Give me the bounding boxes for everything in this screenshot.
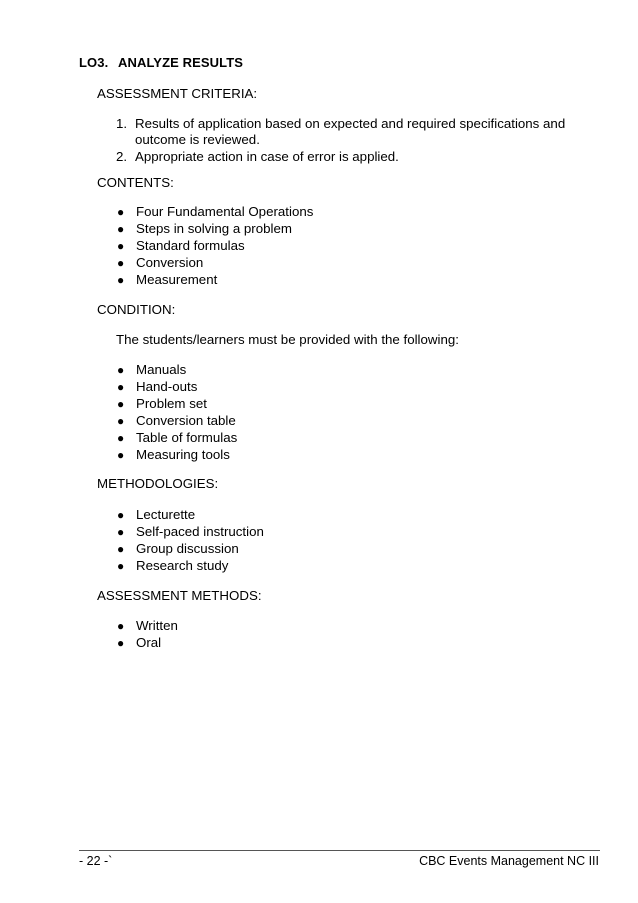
list-item-text: Steps in solving a problem bbox=[136, 221, 292, 236]
list-item-text: Oral bbox=[136, 635, 162, 650]
list-number: 1. bbox=[116, 116, 128, 131]
list-item bbox=[116, 396, 237, 413]
condition-list bbox=[116, 362, 237, 464]
list-item bbox=[116, 618, 178, 635]
contents-heading: CONTENTS: bbox=[97, 175, 174, 190]
list-item bbox=[116, 541, 264, 558]
condition-heading: CONDITION: bbox=[97, 302, 176, 317]
list-item-text: Measurement bbox=[136, 272, 218, 287]
list-item-text: Standard formulas bbox=[136, 238, 245, 253]
assessment-criteria-heading: ASSESSMENT CRITERIA: bbox=[97, 86, 258, 101]
assessment-criteria-list bbox=[116, 116, 576, 166]
list-item-text: Lecturette bbox=[136, 507, 196, 522]
list-item bbox=[116, 413, 237, 430]
bullet-icon: ● bbox=[117, 397, 125, 411]
bullet-icon: ● bbox=[117, 222, 125, 236]
bullet-icon: ● bbox=[117, 431, 125, 445]
section-title bbox=[79, 55, 243, 70]
bullet-icon: ● bbox=[117, 239, 125, 253]
list-item bbox=[116, 524, 264, 541]
list-item bbox=[116, 635, 178, 652]
list-item bbox=[116, 238, 313, 255]
lo-title: ANALYZE RESULTS bbox=[118, 55, 244, 70]
list-item-text: Results of application based on expected and required specifications and outcome is reviewed. bbox=[135, 116, 566, 147]
list-item-text: Table of formulas bbox=[136, 430, 238, 445]
list-item bbox=[116, 255, 313, 272]
bullet-icon: ● bbox=[117, 636, 125, 650]
footer-course-title: CBC Events Management NC III bbox=[419, 854, 599, 868]
list-item bbox=[116, 507, 264, 524]
bullet-icon: ● bbox=[117, 414, 125, 428]
list-item bbox=[116, 116, 576, 148]
list-item-text: Conversion bbox=[136, 255, 204, 270]
bullet-icon: ● bbox=[117, 542, 125, 556]
bullet-icon: ● bbox=[117, 508, 125, 522]
list-item-text: Measuring tools bbox=[136, 447, 230, 462]
list-item-text: Manuals bbox=[136, 362, 187, 377]
bullet-icon: ● bbox=[117, 273, 125, 287]
bullet-icon: ● bbox=[117, 256, 125, 270]
list-item-text: Written bbox=[136, 618, 178, 633]
methodologies-heading: METHODOLOGIES: bbox=[97, 476, 219, 491]
page-number: - 22 -` bbox=[79, 854, 113, 868]
list-item-text: Hand-outs bbox=[136, 379, 198, 394]
list-item-text: Four Fundamental Operations bbox=[136, 204, 314, 219]
bullet-icon: ● bbox=[117, 619, 125, 633]
list-item-text: Group discussion bbox=[136, 541, 239, 556]
bullet-icon: ● bbox=[117, 205, 125, 219]
list-item bbox=[116, 221, 313, 238]
list-item bbox=[116, 430, 237, 447]
bullet-icon: ● bbox=[117, 380, 125, 394]
assessment-methods-list bbox=[116, 618, 178, 652]
list-item bbox=[116, 447, 237, 464]
contents-list bbox=[116, 204, 313, 289]
list-item bbox=[116, 558, 264, 575]
list-item bbox=[116, 149, 576, 165]
bullet-icon: ● bbox=[117, 448, 125, 462]
assessment-methods-heading: ASSESSMENT METHODS: bbox=[97, 588, 262, 603]
list-item-text: Conversion table bbox=[136, 413, 236, 428]
bullet-icon: ● bbox=[117, 559, 125, 573]
bullet-icon: ● bbox=[117, 525, 125, 539]
list-item-text: Problem set bbox=[136, 396, 207, 411]
bullet-icon: ● bbox=[117, 363, 125, 377]
footer-divider bbox=[79, 850, 600, 851]
list-item bbox=[116, 204, 313, 221]
list-number: 2. bbox=[116, 149, 128, 164]
list-item bbox=[116, 379, 237, 396]
methodologies-list bbox=[116, 507, 264, 575]
list-item bbox=[116, 362, 237, 379]
condition-intro: The students/learners must be provided with the following: bbox=[116, 332, 459, 347]
list-item bbox=[116, 272, 313, 289]
list-item-text: Research study bbox=[136, 558, 229, 573]
list-item-text: Self-paced instruction bbox=[136, 524, 264, 539]
lo-number: LO3. bbox=[79, 55, 109, 70]
list-item-text: Appropriate action in case of error is applied. bbox=[135, 149, 399, 164]
